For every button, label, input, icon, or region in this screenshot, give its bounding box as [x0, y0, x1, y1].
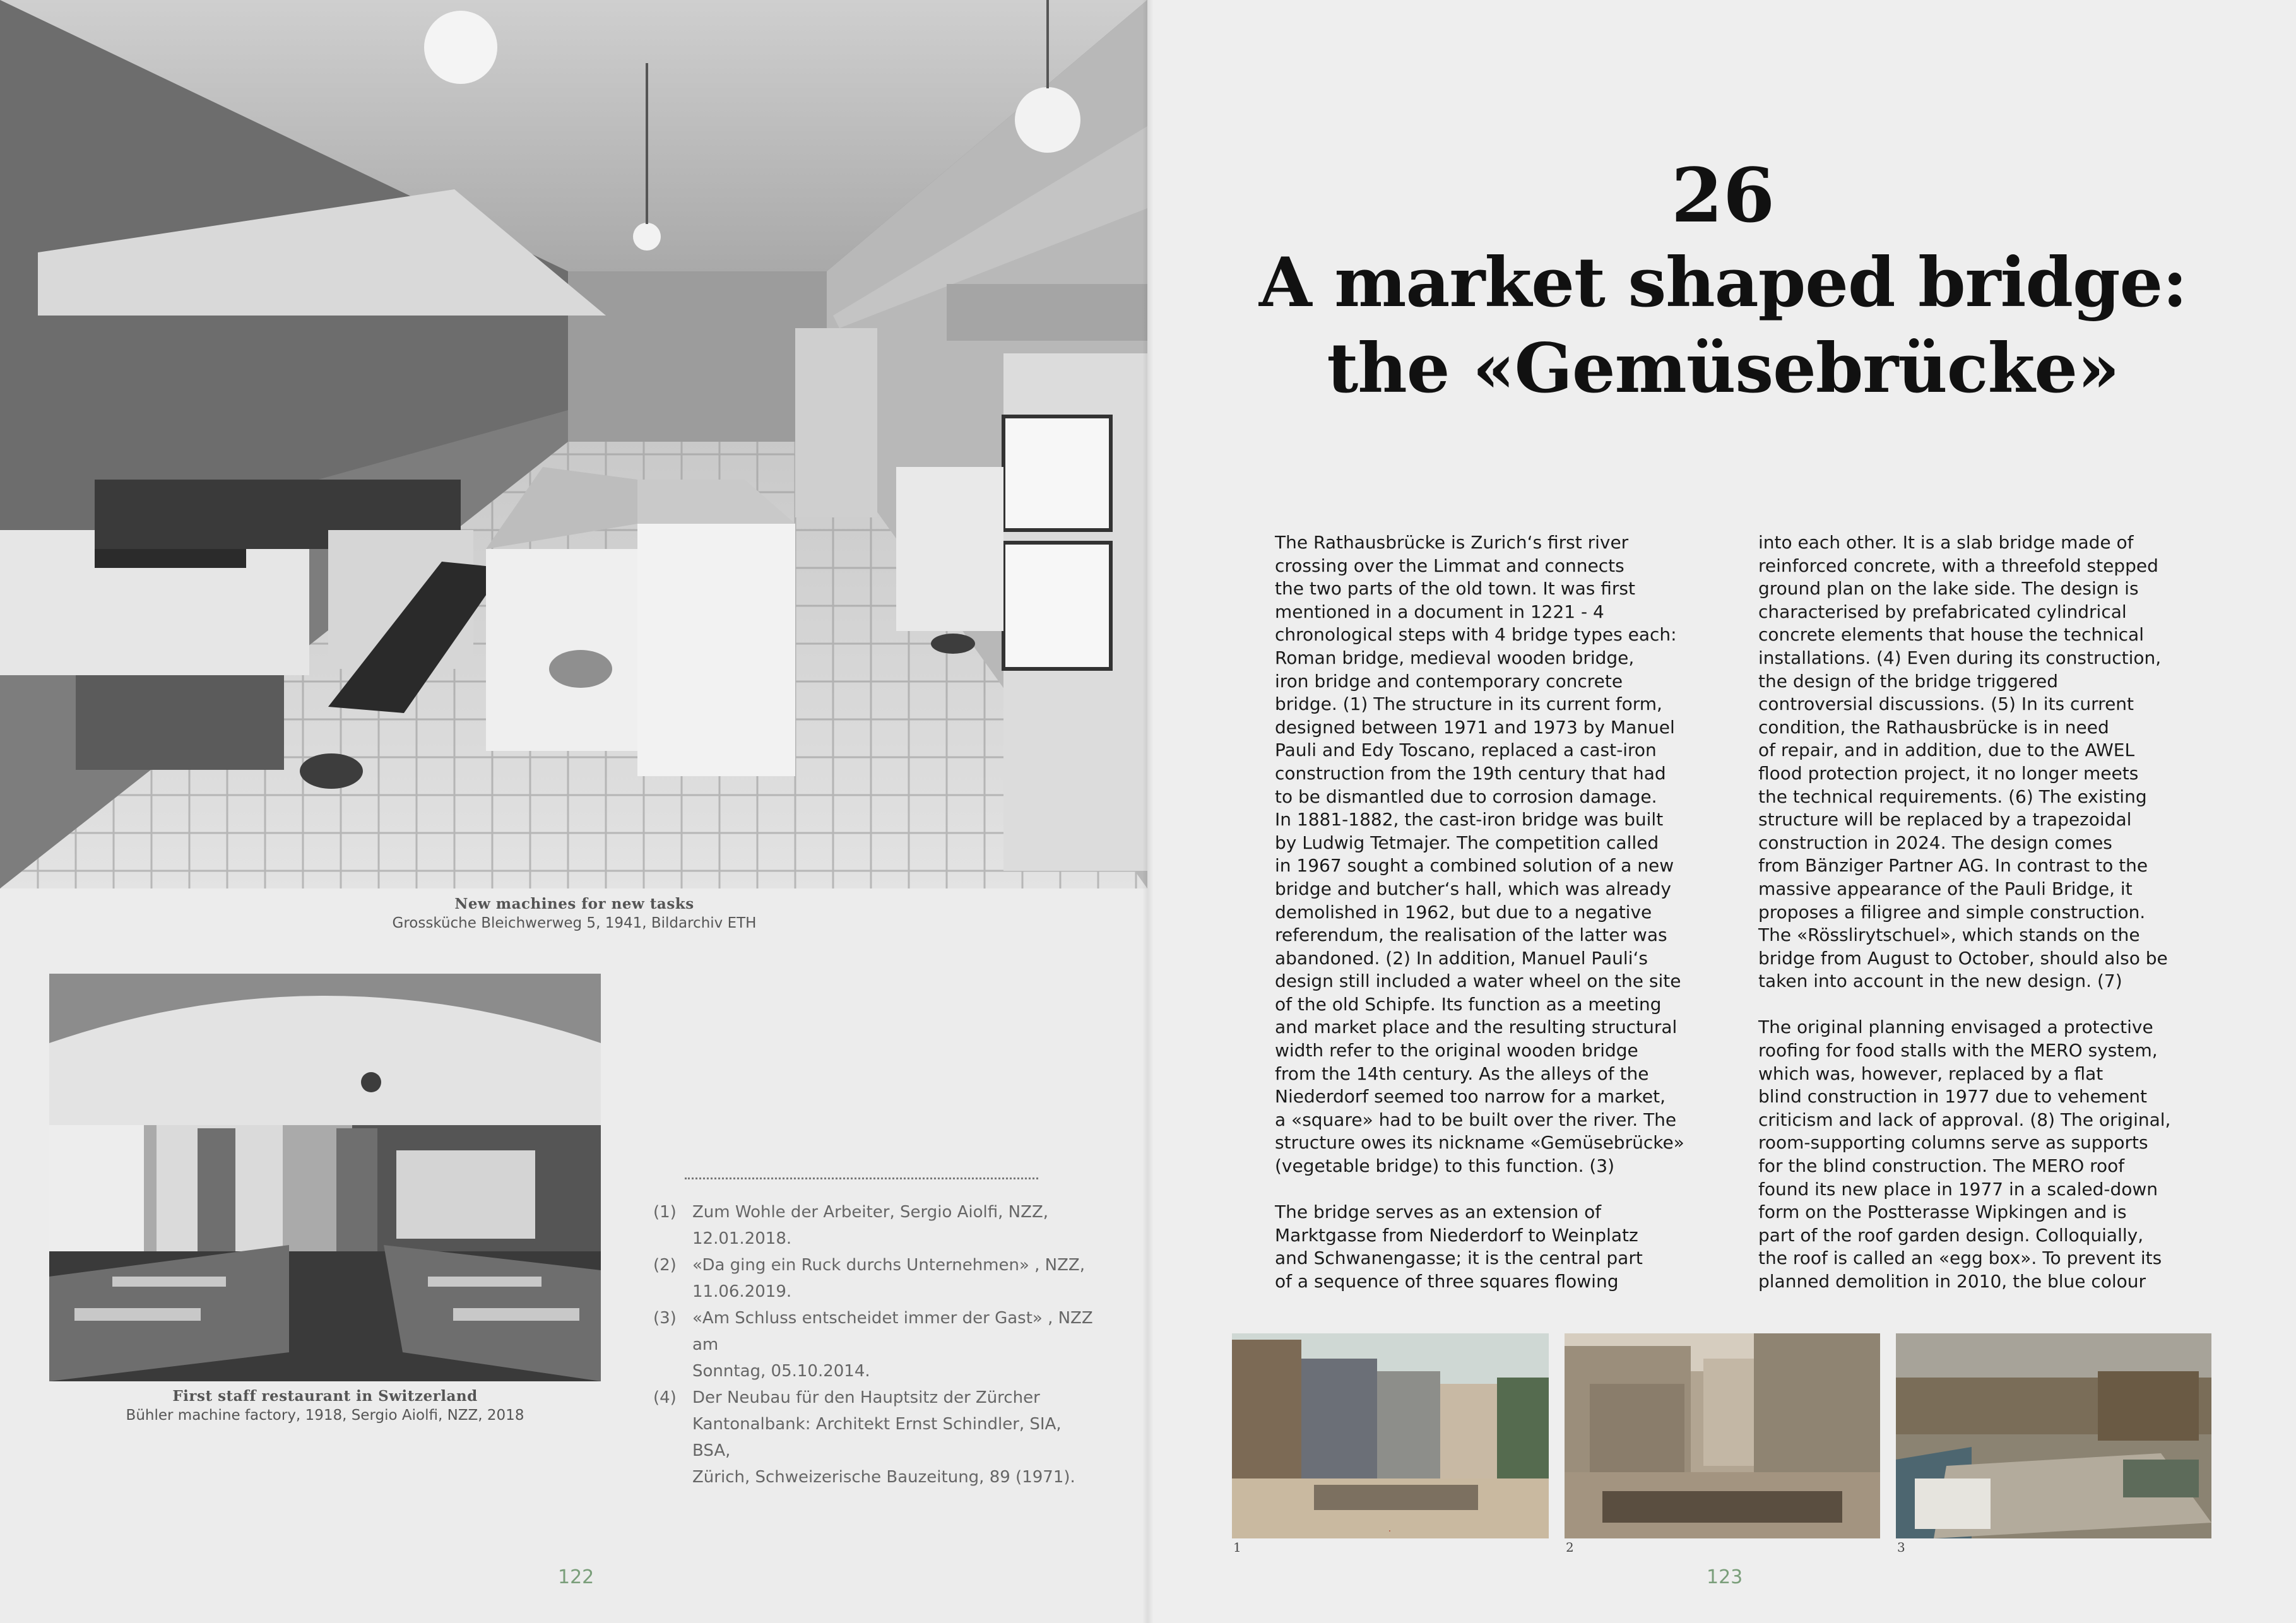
- photo1-caption: [316, 895, 833, 933]
- footnote-line: Zürich, Schweizerische Bauzeitung, 89 (1971).: [692, 1468, 1075, 1487]
- footnote-line: 11.06.2019.: [692, 1282, 792, 1301]
- footnote-number: (2): [653, 1256, 677, 1275]
- body-column-1: The Rathausbrücke is Zurich‘s first river crossing over the Limmat and connects the two parts of the old town. It was first mentioned in a document in 1221 - 4 chronological steps with 4 bridge types each: Roman bridge, medieval wooden bridge, iron bridge and contemporary concrete bridge. (1) The structure in its current form, designed between 1971 and 1973 by Manuel Pauli and Edy Toscano, replaced a cast-iron construction from the 19th century that had to be dismantled due to corrosion damage. In 1881-1882, the cast-iron bridge was built by Ludwig Tetmajer. The competition called in 1967 sought a combined solution of a new bridge and butcher‘s hall, which was already demolished in 1962, but due to a negative referendum, the realisation of the latter was abandoned. (2) In addition, Manuel Pauli‘s design still included a water wheel on the site of the old Schipfe. Its function as a meeting and market place and the resulting structural width refer to the original wooden bridge from the 14th century. As the alleys of the Niederdorf seemed too narrow for a market, a «square» had to be built over the river. The structure owes its nickname «Gemüsebrücke» (vegetable bridge) to this function. (3) The bridge serves as an extension of Marktgasse from Niederdorf to Weinplatz and Schwanengasse; it is the central part of a sequence of three squares flowing: [1275, 532, 1684, 1292]
- thumbnail-photo-3: [1896, 1333, 2211, 1538]
- footnote: [653, 1305, 1101, 1384]
- left-page: [0, 0, 1147, 1623]
- footnote-line: «Am Schluss entscheidet immer der Gast» , NZZ am: [692, 1309, 1093, 1354]
- thumbnail-label-1: 1: [1233, 1540, 1241, 1555]
- photo1-caption-title: New machines for new tasks: [454, 895, 694, 912]
- photo2-caption-sub: Bühler machine factory, 1918, Sergio Aiolfi, NZZ, 2018: [126, 1407, 524, 1424]
- footnote-number: (1): [653, 1203, 677, 1222]
- photo2-caption: [49, 1387, 601, 1425]
- thumbnail-2-drawing: [1565, 1333, 1880, 1538]
- restaurant-photo: [49, 974, 601, 1381]
- thumbnail-label-2: 2: [1566, 1540, 1574, 1555]
- footnotes-divider: [685, 1177, 1038, 1179]
- chapter-title-line2: the «Gemüsebrücke»: [1327, 329, 2119, 408]
- thumbnail-photo-2: [1565, 1333, 1880, 1538]
- photo2-caption-title: First staff restaurant in Switzerland: [172, 1388, 478, 1405]
- thumbnail-label-3: 3: [1897, 1540, 1905, 1555]
- footnote-number: (3): [653, 1309, 677, 1328]
- footnote-line: «Da ging ein Ruck durchs Unternehmen» , NZZ,: [692, 1256, 1086, 1275]
- page-number-right: 123: [1707, 1566, 1743, 1588]
- footnote-line: Kantonalbank: Architekt Ernst Schindler, SIA, BSA,: [692, 1415, 1062, 1460]
- svg-text:·: ·: [1388, 1526, 1392, 1537]
- footnote-line: 12.01.2018.: [692, 1229, 792, 1248]
- footnote-line: Der Neubau für den Hauptsitz der Zürcher: [692, 1388, 1040, 1407]
- photo1-caption-sub: Grossküche Bleichwerweg 5, 1941, Bildarchiv ETH: [392, 915, 757, 931]
- footnote-line: Zum Wohle der Arbeiter, Sergio Aiolfi, NZZ,: [692, 1203, 1049, 1222]
- book-gutter: [1142, 0, 1154, 1623]
- chapter-title: [1174, 151, 2272, 411]
- chapter-number: 26: [1671, 151, 1775, 239]
- body-column-2: into each other. It is a slab bridge made of reinforced concrete, with a threefold stepped ground plan on the lake side. The design is characterised by prefabricated cylindrical concrete elements that house the technical installations. (4) Even during its construction, the design of the bridge triggered controversial discussions. (5) In its current condition, the Rathausbrücke is in need of repair, and in addition, due to the AWEL flood protection project, it no longer meets the technical requirements. (6) The existing structure will be replaced by a trapezoidal construction in 2024. The design comes from Bänziger Partner AG. In contrast to the massive appearance of the Pauli Bridge, it proposes a filigree and simple construction. The «Rösslirytschuel», which stands on the bridge from August to October, should also be taken into account in the new design. (7) The original planning envisaged a protective roofing for food stalls with the MERO system, which was, however, replaced by a flat blind construction in 1977 due to vehement criticism and lack of approval. (8) The original, room-supporting columns serve as supports for the blind construction. The MERO roof found its new place in 1977 in a scaled-down form on the Postterasse Wipkingen and is part of the roof garden design. Colloquially, the roof is called an «egg box». To prevent its planned demolition in 2010, the blue colour: [1758, 532, 2171, 1292]
- chapter-title-line1: A market shaped bridge:: [1258, 243, 2187, 322]
- footnote: [653, 1384, 1101, 1490]
- footnote-number: (4): [653, 1388, 677, 1407]
- footnote: [653, 1252, 1101, 1305]
- footnotes: [653, 1199, 1101, 1490]
- thumbnail-3-drawing: [1896, 1333, 2211, 1538]
- kitchen-photo-drawing: [0, 0, 1147, 888]
- kitchen-photo: [0, 0, 1147, 888]
- thumbnail-1-drawing: [1232, 1333, 1549, 1538]
- thumbnail-photo-1: [1232, 1333, 1549, 1538]
- footnote: [653, 1199, 1101, 1252]
- footnote-line: Sonntag, 05.10.2014.: [692, 1362, 870, 1381]
- page-number-left: 122: [558, 1566, 595, 1588]
- restaurant-photo-drawing: [49, 974, 601, 1381]
